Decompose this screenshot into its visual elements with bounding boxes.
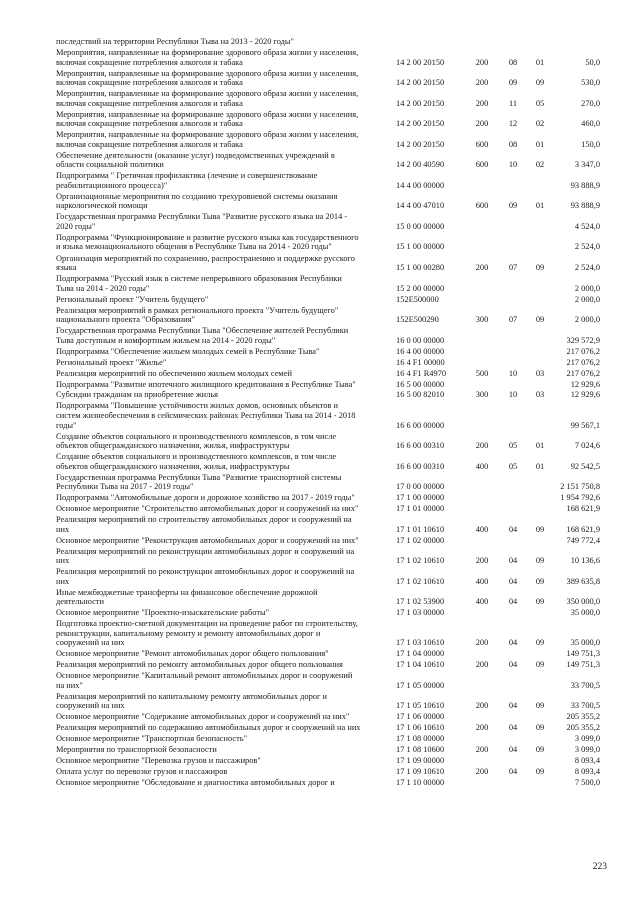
row-name-line: объектов общегражданского назначения, жилья, инфраструктуры <box>56 441 290 451</box>
row-amount: 168 621,9 <box>566 524 600 534</box>
row-name-line: Основное мероприятие "Капитальный ремонт автомобильных дорог и сооружений <box>56 671 353 681</box>
row-name-line: Подпрограмма " Гретичная профилактика (лечение и совершенствование <box>56 171 318 181</box>
row-code: 14 2 00 20150 <box>396 98 445 108</box>
row-code: 14 2 00 20150 <box>396 57 445 67</box>
row-name <box>56 401 381 430</box>
row-name <box>56 212 381 231</box>
row-name-line: включая сокращение потребления алкоголя и табака <box>56 57 243 67</box>
row-amount: 329 572,9 <box>566 335 600 345</box>
row-name-line: Основное мероприятие "Перевозка грузов и пассажиров" <box>56 756 261 766</box>
row-name <box>56 547 381 566</box>
row-name <box>56 473 381 492</box>
row-amount: 168 621,9 <box>566 504 600 514</box>
row-code: 17 1 06 10610 <box>396 723 445 733</box>
row-code: 16 5 00 00000 <box>396 379 445 389</box>
row-name-line: Государственная программа Республики Тыва "Развитие транспортной системы <box>56 472 342 482</box>
row-name <box>56 151 381 170</box>
row-name-line: Подпрограмма "Функционирование и развитие русского языка как государственного <box>56 232 359 242</box>
row-section: 10 <box>508 160 518 170</box>
row-name-line: включая сокращение потребления алкоголя и табака <box>56 98 243 108</box>
row-expense-type: 400 <box>475 576 489 586</box>
row-name-line: реабилитационного процесса)" <box>56 180 168 190</box>
row-name-line: них <box>56 576 70 586</box>
row-name-line: Основное мероприятие "Реконструкция автомобильных дорог и сооружений на них" <box>56 535 359 545</box>
row-code: 16 0 00 00000 <box>396 335 445 345</box>
row-name-line: 2020 годы" <box>56 221 96 231</box>
row-subsection: 01 <box>535 201 545 211</box>
row-code: 14 2 00 20150 <box>396 139 445 149</box>
row-name-line: Мероприятия, направленные на формирование здорового образа жизни у населения, <box>56 48 359 57</box>
row-name <box>56 380 381 390</box>
row-subsection: 09 <box>535 660 545 670</box>
row-code: 16 4 F1 00000 <box>396 357 445 367</box>
row-code: 15 0 00 00000 <box>396 221 445 231</box>
row-code: 17 1 03 00000 <box>396 608 445 618</box>
row-code: 14 2 00 20150 <box>396 119 445 129</box>
row-name-line: годы" <box>56 420 77 430</box>
row-amount: 93 888,9 <box>570 201 600 211</box>
row-amount: 350 000,0 <box>566 597 600 607</box>
row-expense-type: 200 <box>475 745 489 755</box>
row-name-line: Реализация мероприятий по обеспечению жильем молодых семей <box>56 368 292 378</box>
row-name <box>56 692 381 711</box>
row-name <box>56 48 381 67</box>
row-name <box>56 723 381 733</box>
row-section: 05 <box>508 461 518 471</box>
row-subsection: 02 <box>535 160 545 170</box>
row-section: 08 <box>508 139 518 149</box>
row-section: 09 <box>508 201 518 211</box>
row-name-line: Основное мероприятие "Транспортная безопасность" <box>56 734 248 744</box>
row-expense-type: 200 <box>475 98 489 108</box>
row-name-line: включая сокращение потребления алкоголя и табака <box>56 139 243 149</box>
row-code: 152Е500000 <box>396 294 439 304</box>
row-code: 15 1 00 00280 <box>396 263 445 273</box>
row-name <box>56 778 381 788</box>
row-name-line: Подпрограмма "Повышение устойчивости жилых домов, основных объектов и <box>56 401 338 411</box>
row-expense-type: 200 <box>475 78 489 88</box>
row-name-line: включая сокращение потребления алкоголя и табака <box>56 119 243 129</box>
row-name <box>56 536 381 546</box>
row-code: 17 1 00 00000 <box>396 493 445 503</box>
row-name-line: Реализация мероприятий по реконструкции автомобильных дорог и сооружений на <box>56 567 355 577</box>
row-expense-type: 200 <box>475 119 489 129</box>
row-name-line: и языка межнационального общения в Республике Тыва на 2014 - 2020 годы" <box>56 242 332 252</box>
row-amount: 50,0 <box>585 57 600 67</box>
row-code: 16 4 00 00000 <box>396 346 445 356</box>
row-amount: 150,0 <box>581 139 600 149</box>
row-amount: 217 076,2 <box>566 368 600 378</box>
row-code: 17 1 04 00000 <box>396 649 445 659</box>
row-code: 17 1 09 10610 <box>396 767 445 777</box>
row-section: 12 <box>508 119 518 129</box>
row-section: 04 <box>508 597 518 607</box>
row-amount: 12 929,6 <box>570 390 600 400</box>
row-name-line: Организация мероприятий по сохранению, распространению и поддержке русского <box>56 253 355 263</box>
row-code: 17 1 05 00000 <box>396 680 445 690</box>
row-expense-type: 200 <box>475 638 489 648</box>
row-name-line: систем жизнеобеспечения в сейсмических районах Республики Тыва на 2014 - 2018 <box>56 410 356 420</box>
row-expense-type: 200 <box>475 701 489 711</box>
row-amount: 205 355,2 <box>566 712 600 722</box>
row-name-line: Основное мероприятие "Проектно-изыскательские работы" <box>56 608 270 618</box>
row-amount: 35 000,0 <box>570 608 600 618</box>
row-amount: 217 076,2 <box>566 357 600 367</box>
row-expense-type: 400 <box>475 461 489 471</box>
row-code: 17 1 02 10610 <box>396 576 445 586</box>
row-name-line: Мероприятия по транспортной безопасности <box>56 745 217 755</box>
row-expense-type: 200 <box>475 767 489 777</box>
row-code: 17 1 02 53900 <box>396 597 445 607</box>
row-name <box>56 608 381 618</box>
row-amount: 460,0 <box>581 119 600 129</box>
row-name <box>56 504 381 514</box>
row-name-line: Оплата услуг по перевозке грузов и пассажиров <box>56 767 228 777</box>
row-subsection: 09 <box>535 78 545 88</box>
row-name-line: Основное мероприятие "Обследование и диагностика автомобильных дорог и <box>56 778 335 787</box>
row-amount: 8 093,4 <box>574 756 600 766</box>
row-expense-type: 200 <box>475 263 489 273</box>
row-name <box>56 734 381 744</box>
row-code: 17 1 01 10610 <box>396 524 445 534</box>
row-name <box>56 37 381 47</box>
row-name-line: Организационные мероприятия по созданию трехуровневой системы оказания <box>56 191 338 201</box>
row-amount: 530,0 <box>581 78 600 88</box>
row-name-line: Основное мероприятие "Содержание автомобильных дорог и сооружений на них" <box>56 712 350 722</box>
row-name-line: Государственная программа Республики Тыва "Обеспечение жителей Республики <box>56 326 349 336</box>
row-expense-type: 500 <box>475 368 489 378</box>
row-subsection: 01 <box>535 57 545 67</box>
row-expense-type: 200 <box>475 660 489 670</box>
row-name <box>56 745 381 755</box>
row-amount: 2 000,0 <box>574 294 600 304</box>
row-amount: 10 136,6 <box>570 556 600 566</box>
row-name <box>56 89 381 108</box>
row-amount: 205 355,2 <box>566 723 600 733</box>
row-section: 10 <box>508 368 518 378</box>
row-amount: 2 524,0 <box>574 242 600 252</box>
row-code: 14 2 00 20150 <box>396 78 445 88</box>
row-amount: 8 093,4 <box>574 767 600 777</box>
row-expense-type: 300 <box>475 315 489 325</box>
row-name <box>56 130 381 149</box>
row-subsection: 03 <box>535 390 545 400</box>
row-subsection: 05 <box>535 98 545 108</box>
row-expense-type: 400 <box>475 524 489 534</box>
row-amount: 92 542,5 <box>570 461 600 471</box>
row-code: 15 2 00 00000 <box>396 283 445 293</box>
row-name-line: Региональный проект "Жилье" <box>56 357 167 367</box>
row-name-line: сооружений на них <box>56 701 125 711</box>
row-amount: 1 954 792,6 <box>560 493 600 503</box>
row-expense-type: 600 <box>475 139 489 149</box>
row-name <box>56 515 381 534</box>
row-name-line: включая сокращение потребления алкоголя и табака <box>56 78 243 88</box>
row-subsection: 03 <box>535 368 545 378</box>
row-section: 04 <box>508 745 518 755</box>
row-code: 17 0 00 00000 <box>396 482 445 492</box>
row-name-line: Подпрограмма "Автомобильные дороги и дорожное хозяйство на 2017 - 2019 годы" <box>56 493 355 503</box>
row-amount: 2 151 750,8 <box>560 482 600 492</box>
row-code: 16 6 00 00310 <box>396 461 445 471</box>
row-amount: 149 751,3 <box>566 649 600 659</box>
row-name-line: Подпрограмма "Русский язык в системе непрерывного образования Республики <box>56 274 342 283</box>
row-name <box>56 295 381 305</box>
row-name-line: Субсидии гражданам на приобретение жилья <box>56 390 218 400</box>
row-code: 17 1 08 10600 <box>396 745 445 755</box>
row-name-line: Тыва доступным и комфортным жильем на 2014 - 2020 годы" <box>56 335 276 345</box>
row-amount: 12 929,6 <box>570 379 600 389</box>
row-subsection: 01 <box>535 441 545 451</box>
row-code: 14 4 00 00000 <box>396 180 445 190</box>
row-name <box>56 171 381 190</box>
row-name <box>56 493 381 503</box>
row-amount: 33 700,5 <box>570 680 600 690</box>
row-code: 17 1 05 10610 <box>396 701 445 711</box>
row-name <box>56 588 381 607</box>
row-name-line: Мероприятия, направленные на формирование здорового образа жизни у населения, <box>56 68 359 78</box>
row-name <box>56 567 381 586</box>
row-name <box>56 110 381 129</box>
row-code: 16 6 00 00310 <box>396 441 445 451</box>
row-name-line: последствий на территории Республики Тыва на 2013 - 2020 годы" <box>56 37 294 46</box>
row-code: 17 1 10 00000 <box>396 778 445 787</box>
row-section: 04 <box>508 660 518 670</box>
row-amount: 2 000,0 <box>574 283 600 293</box>
row-name-line: Реализация мероприятий по капитальному ремонту автомобильных дорог и <box>56 691 327 701</box>
row-name-line: реконструкции, капитальному ремонту и ремонту автомобильных дорог и <box>56 628 321 638</box>
row-amount: 33 700,5 <box>570 701 600 711</box>
row-name <box>56 452 381 471</box>
row-amount: 4 524,0 <box>574 221 600 231</box>
row-name-line: Мероприятия, направленные на формирование здорового образа жизни у населения, <box>56 130 359 140</box>
row-section: 04 <box>508 767 518 777</box>
row-name <box>56 756 381 766</box>
row-expense-type: 200 <box>475 723 489 733</box>
row-name-line: Реализация мероприятий по содержанию автомобильных дорог и сооружений на них <box>56 723 361 733</box>
row-name <box>56 390 381 400</box>
row-name <box>56 767 381 777</box>
row-subsection: 09 <box>535 723 545 733</box>
row-section: 09 <box>508 78 518 88</box>
row-amount: 93 888,9 <box>570 180 600 190</box>
row-amount: 2 524,0 <box>574 263 600 273</box>
row-name-line: Реализация мероприятий по строительству автомобильных дорог и сооружений на <box>56 515 352 525</box>
row-name <box>56 432 381 451</box>
row-section: 07 <box>508 263 518 273</box>
row-amount: 389 635,8 <box>566 576 600 586</box>
row-amount: 7 024,6 <box>574 441 600 451</box>
row-name <box>56 660 381 670</box>
row-name <box>56 619 381 648</box>
row-section: 10 <box>508 390 518 400</box>
row-code: 17 1 08 00000 <box>396 734 445 744</box>
row-section: 07 <box>508 315 518 325</box>
row-name-line: Тыва на 2014 - 2020 годы" <box>56 283 150 293</box>
row-code: 14 4 00 47010 <box>396 201 445 211</box>
row-expense-type: 200 <box>475 556 489 566</box>
row-name-line: национального проекта "Образования" <box>56 315 195 325</box>
row-amount: 3 099,0 <box>574 734 600 744</box>
row-name <box>56 69 381 88</box>
row-name-line: Иные межбюджетные трансферты на финансовое обеспечение дорожной <box>56 587 318 597</box>
row-code: 17 1 04 10610 <box>396 660 445 670</box>
row-subsection: 09 <box>535 638 545 648</box>
row-code: 16 4 F1 R4970 <box>396 368 447 378</box>
row-amount: 2 000,0 <box>574 315 600 325</box>
row-amount: 35 000,0 <box>570 638 600 648</box>
row-name-line: Основное мероприятие "Строительство автомобильных дорог и сооружений на них" <box>56 504 359 514</box>
row-code: 17 1 01 00000 <box>396 504 445 514</box>
row-code: 17 1 03 10610 <box>396 638 445 648</box>
row-expense-type: 300 <box>475 390 489 400</box>
row-name-line: Региональный проект "Учитель будущего" <box>56 294 209 304</box>
row-subsection: 09 <box>535 767 545 777</box>
row-section: 04 <box>508 701 518 711</box>
row-expense-type: 200 <box>475 441 489 451</box>
row-subsection: 09 <box>535 701 545 711</box>
row-section: 04 <box>508 638 518 648</box>
row-name-line: области социальной политики <box>56 160 164 170</box>
row-subsection: 09 <box>535 597 545 607</box>
row-code: 17 1 06 00000 <box>396 712 445 722</box>
row-amount: 3 347,0 <box>574 160 600 170</box>
row-name <box>56 671 381 690</box>
row-expense-type: 400 <box>475 597 489 607</box>
row-subsection: 09 <box>535 315 545 325</box>
row-code: 17 1 09 00000 <box>396 756 445 766</box>
row-name-line: Основное мероприятие "Ремонт автомобильных дорог общего пользования" <box>56 649 329 659</box>
row-subsection: 09 <box>535 556 545 566</box>
row-amount: 3 099,0 <box>574 745 600 755</box>
row-subsection: 02 <box>535 119 545 129</box>
row-name <box>56 369 381 379</box>
row-name-line: Подпрограмма "Развитие ипотечного жилищного кредитования в Республике Тыва" <box>56 379 356 389</box>
row-expense-type: 600 <box>475 201 489 211</box>
row-name <box>56 274 381 293</box>
row-section: 11 <box>508 98 518 108</box>
row-name-line: Создание объектов социального и производственного комплексов, в том числе <box>56 452 337 462</box>
row-amount: 149 751,3 <box>566 660 600 670</box>
row-name-line: наркологической помощи <box>56 201 148 211</box>
row-amount: 99 567,1 <box>570 420 600 430</box>
row-name-line: сооружений на них <box>56 638 125 648</box>
row-name-line: Реализация мероприятий в рамках регионального проекта "Учитель будущего" <box>56 305 339 315</box>
row-name-line: них <box>56 524 70 534</box>
row-section: 04 <box>508 576 518 586</box>
row-name-line: Государственная программа Республики Тыва "Развитие русского языка на 2014 - <box>56 212 348 222</box>
row-subsection: 09 <box>535 576 545 586</box>
row-name-line: объектов общегражданского назначения, жилья, инфраструктуры <box>56 461 290 471</box>
row-section: 05 <box>508 441 518 451</box>
row-name <box>56 254 381 273</box>
row-name-line: Создание объектов социального и производственного комплексов, в том числе <box>56 431 337 441</box>
row-name <box>56 326 381 345</box>
row-expense-type: 600 <box>475 160 489 170</box>
row-name-line: них <box>56 556 70 566</box>
row-name <box>56 347 381 357</box>
row-name <box>56 358 381 368</box>
row-code: 16 6 00 00000 <box>396 420 445 430</box>
row-name-line: Подпрограмма "Обеспечение жильем молодых семей в Республике Тыва" <box>56 346 320 356</box>
row-amount: 7 500,0 <box>574 778 600 787</box>
row-name <box>56 306 381 325</box>
row-name <box>56 233 381 252</box>
row-name-line: Реализация мероприятий по реконструкции автомобильных дорог и сооружений на <box>56 546 355 556</box>
row-code: 17 1 02 10610 <box>396 556 445 566</box>
row-amount: 270,0 <box>581 98 600 108</box>
row-name-line: Мероприятия, направленные на формирование здорового образа жизни у населения, <box>56 109 359 119</box>
row-code: 14 2 00 40590 <box>396 160 445 170</box>
row-name-line: Реализация мероприятий по ремонту автомобильных дорог общего пользования <box>56 660 343 670</box>
row-name-line: Подготовка проектно-сметной документации на проведение работ по строительству, <box>56 619 358 629</box>
row-expense-type: 200 <box>475 57 489 67</box>
row-amount: 217 076,2 <box>566 346 600 356</box>
row-subsection: 09 <box>535 263 545 273</box>
row-amount: 749 772,4 <box>566 535 600 545</box>
row-name <box>56 192 381 211</box>
row-subsection: 01 <box>535 139 545 149</box>
row-subsection: 09 <box>535 745 545 755</box>
row-section: 08 <box>508 57 518 67</box>
row-subsection: 09 <box>535 524 545 534</box>
row-section: 04 <box>508 556 518 566</box>
row-code: 152Е500290 <box>396 315 439 325</box>
row-code: 15 1 00 00000 <box>396 242 445 252</box>
row-name-line: деятельности <box>56 597 104 607</box>
row-name-line: Республики Тыва на 2017 - 2019 годы" <box>56 482 194 492</box>
row-code: 17 1 02 00000 <box>396 535 445 545</box>
row-code: 16 5 00 82010 <box>396 390 445 400</box>
row-subsection: 01 <box>535 461 545 471</box>
row-name-line: на них" <box>56 680 83 690</box>
row-name-line: Обеспечение деятельности (оказание услуг) подведомственных учреждений в <box>56 150 335 160</box>
row-section: 04 <box>508 723 518 733</box>
row-name <box>56 712 381 722</box>
row-name-line: Мероприятия, направленные на формирование здорового образа жизни у населения, <box>56 89 359 98</box>
row-name-line: языка <box>56 263 77 273</box>
row-section: 04 <box>508 524 518 534</box>
page-number: 223 <box>592 862 607 872</box>
row-name <box>56 649 381 659</box>
